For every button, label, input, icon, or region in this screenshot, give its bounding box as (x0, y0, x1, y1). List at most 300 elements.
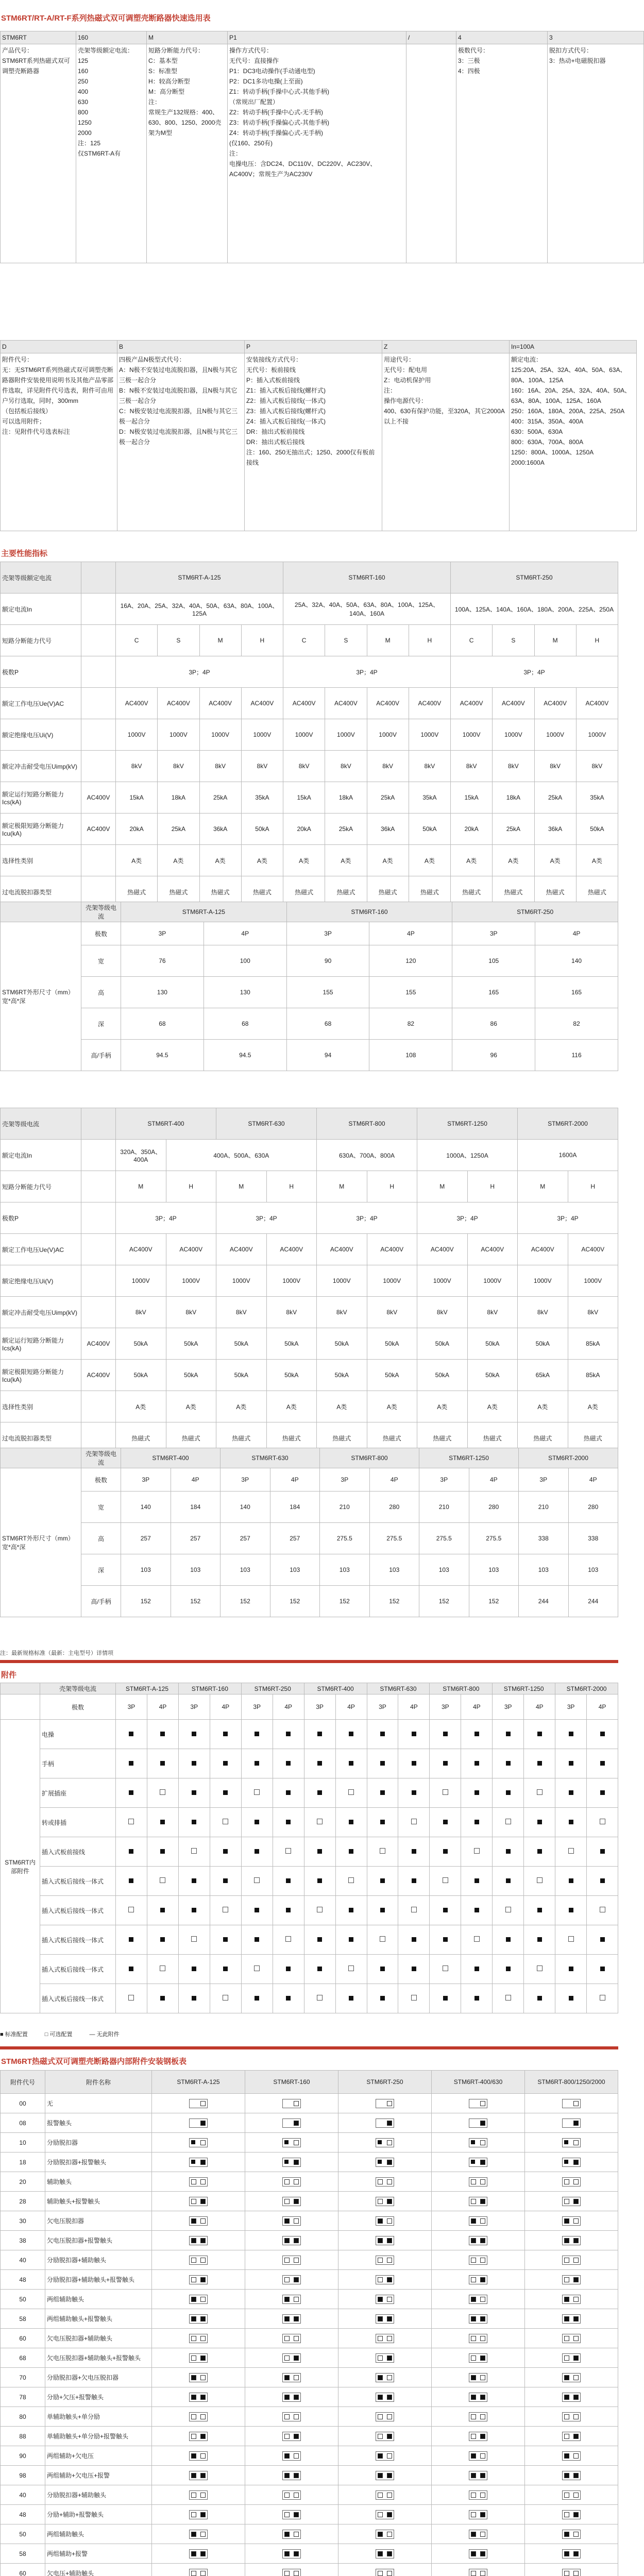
accessory-mark (587, 1925, 618, 1955)
spec-cell: 1000V (241, 719, 283, 751)
mounting-position-icon (469, 2295, 487, 2304)
codes-code: 98 (1, 2466, 45, 2485)
spec-cell (81, 751, 116, 782)
mounting-position-icon (562, 2119, 581, 2128)
accessory-mark (116, 1896, 147, 1925)
spec-cell: 额定工作电压Ue(V)AC (1, 1234, 81, 1265)
standard-mark-icon (349, 1732, 353, 1736)
dims-cell: 高 (81, 1523, 121, 1554)
spec-cell (81, 1234, 116, 1265)
spec-cell: 短路分断能力代号 (1, 625, 81, 656)
dims-cell: 103 (469, 1554, 519, 1586)
standard-mark-icon (537, 1937, 542, 1942)
codes-diagram-cell (338, 2172, 432, 2192)
accessory-mark (587, 1778, 618, 1808)
standard-mark-icon (192, 1790, 196, 1795)
accessory-mark (241, 1720, 273, 1749)
spec-cell: A类 (199, 845, 241, 876)
codes-diagram-cell (338, 2407, 432, 2427)
accessories-legend (0, 2030, 618, 2038)
standard-mark-icon (506, 1732, 511, 1736)
selection-body-cell: 极数代号： 3：三极 4：四极 (456, 44, 548, 263)
codes-code: 18 (1, 2153, 45, 2172)
standard-mark-icon (600, 1761, 605, 1766)
mounting-position-icon (282, 2353, 301, 2363)
accessory-mark (398, 1925, 430, 1955)
dims-cell: 86 (452, 1008, 535, 1040)
codes-code: 78 (1, 2387, 45, 2407)
spec-cell: 热磁式 (534, 876, 576, 908)
codes-diagram-cell (152, 2505, 245, 2524)
spec-cell: 50kA (518, 1328, 568, 1360)
spec-cell: A类 (166, 1391, 216, 1422)
mounting-position-icon (469, 2177, 487, 2187)
dims-pole-cell: 极数 (81, 1468, 121, 1492)
selection-header-cell: Z (382, 341, 510, 353)
spec-cell: 热磁式 (367, 876, 409, 908)
standard-mark-icon (537, 1732, 542, 1736)
standard-mark-icon (506, 1937, 511, 1942)
mounting-position-icon (376, 2197, 394, 2206)
standard-mark-icon (474, 1820, 479, 1824)
mounting-position-icon (376, 2295, 394, 2304)
spec-cell: 1000V (417, 1265, 468, 1297)
standard-mark-icon (192, 1820, 196, 1824)
dims-header-cell: STM6RT-A-125 (121, 902, 287, 922)
codes-diagram-cell (432, 2172, 525, 2192)
spec-cell (81, 719, 116, 751)
codes-diagram-cell (152, 2485, 245, 2505)
standard-mark-icon (349, 1820, 353, 1824)
codes-diagram-cell (152, 2290, 245, 2309)
accessory-mark (493, 1925, 524, 1955)
spec-cell: 1000V (367, 719, 409, 751)
accessory-name: 插入式板后接线一体式 (40, 1955, 116, 1984)
codes-code: 50 (1, 2524, 45, 2544)
optional-mark-icon (317, 1819, 323, 1824)
spec-cell: M (116, 1171, 166, 1202)
codes-diagram-cell (432, 2524, 525, 2544)
accessory-mark (493, 1778, 524, 1808)
spec-cell: 50kA (417, 1328, 468, 1360)
accessory-header-cell: STM6RT-A-125 (116, 1683, 179, 1694)
dims-cell: 103 (121, 1554, 171, 1586)
standard-mark-icon (474, 1732, 479, 1736)
codes-name: 辅助触头 (45, 2172, 152, 2192)
accessory-mark (116, 1955, 147, 1984)
mounting-position-icon (562, 2138, 581, 2147)
standard-mark-icon (443, 1996, 448, 2001)
spec-cell (81, 688, 116, 719)
spec-cell: 热磁式 (367, 1422, 417, 1454)
spec-cell: H (467, 1171, 518, 1202)
codes-diagram-cell (245, 2309, 338, 2329)
mounting-position-icon (469, 2549, 487, 2558)
accessory-mark (398, 1720, 430, 1749)
dims-pole-cell: 3P (121, 1468, 171, 1492)
spec-cell: 热磁式 (467, 1422, 518, 1454)
codes-diagram-cell (432, 2192, 525, 2211)
performance-note: 注：最新规格标准（最新：主电型号）详情项 (0, 1650, 113, 1656)
spec-cell: AC400V (317, 1234, 367, 1265)
dims-cell: 244 (568, 1586, 618, 1617)
standard-mark-icon (474, 1967, 479, 1971)
accessory-mark (430, 1808, 461, 1837)
spec-cell: AC400V (534, 688, 576, 719)
spec-cell: 额定绝缘电压Ui(V) (1, 719, 81, 751)
spec-cell: 50kA (467, 1360, 518, 1391)
selection-header-cell: In=100A (510, 341, 637, 353)
accessory-mark (335, 1778, 367, 1808)
codes-code: 40 (1, 2250, 45, 2270)
accessory-pole-cell: 4P (398, 1694, 430, 1720)
spec-cell: 50kA (116, 1328, 166, 1360)
accessory-mark (116, 1778, 147, 1808)
spec-cell: 50kA (409, 814, 450, 845)
codes-diagram-cell (152, 2192, 245, 2211)
mounting-position-icon (376, 2236, 394, 2245)
accessory-mark (241, 1837, 273, 1867)
accessory-mark (587, 1984, 618, 2013)
spec-cell: 25kA (325, 814, 367, 845)
spec-cell: 50kA (576, 814, 618, 845)
spec-cell: A类 (241, 845, 283, 876)
mounting-position-icon (562, 2236, 581, 2245)
spec-cell: 1000V (325, 719, 367, 751)
accessory-mark (335, 1867, 367, 1896)
accessory-mark (304, 1808, 335, 1837)
spec-cell: 8kV (116, 1297, 166, 1328)
accessory-mark (116, 1984, 147, 2013)
accessory-mark (147, 1867, 178, 1896)
codes-diagram-cell (338, 2446, 432, 2466)
accessory-mark (304, 1984, 335, 2013)
accessory-mark (273, 1778, 304, 1808)
dims-cell: 210 (320, 1492, 370, 1523)
codes-diagram-cell (525, 2329, 618, 2348)
spec-cell: 400A、500A、630A (166, 1140, 317, 1171)
spec-cell: S (325, 625, 367, 656)
dims-cell: 68 (286, 1008, 369, 1040)
selection-body-cell: 额定电流： 125:20A、25A、32A、40A、50A、63A、80A、100A、125A 160：16A、20A、25A、32A、40A、50A、63A、80A、100A、125A、160A 250：160A、180A、200A、225A、250A 400：315A、350A、400A 630：500A、630A 800：630A、700A、800A 1250：800A、1000A、1250A 2000:1600A (510, 353, 637, 531)
mounting-position-icon (189, 2569, 208, 2576)
accessory-mark (524, 1867, 555, 1896)
spec-cell: 8kV (417, 1297, 468, 1328)
mounting-position-icon (189, 2490, 208, 2500)
spec-cell: 8kV (216, 1297, 267, 1328)
standard-mark-icon (569, 1967, 573, 1971)
optional-mark-icon (317, 1907, 323, 1912)
spec-cell: 热磁式 (283, 876, 325, 908)
accessory-mark (398, 1749, 430, 1778)
codes-diagram-cell (525, 2250, 618, 2270)
accessory-mark (430, 1925, 461, 1955)
spec-cell: AC400V (576, 688, 618, 719)
codes-diagram-cell (245, 2544, 338, 2564)
standard-mark-icon (286, 1878, 291, 1883)
mounting-position-icon (376, 2099, 394, 2108)
legend-none: — 无此附件 (89, 2031, 120, 2038)
spec-cell: 3P；4P (283, 656, 451, 688)
mounting-position-icon (562, 2393, 581, 2402)
accessory-header-cell: STM6RT-2000 (555, 1683, 618, 1694)
accessory-header-cell: STM6RT-800 (430, 1683, 493, 1694)
codes-code: 48 (1, 2505, 45, 2524)
spec-cell: 热磁式 (518, 1422, 568, 1454)
mounting-position-icon (376, 2158, 394, 2167)
codes-diagram-cell (245, 2094, 338, 2113)
spec-cell: 50kA (216, 1328, 267, 1360)
accessory-mark (367, 1984, 398, 2013)
codes-diagram-cell (432, 2446, 525, 2466)
spec-cell: 85kA (568, 1360, 618, 1391)
codes-diagram-cell (432, 2231, 525, 2250)
optional-mark-icon (474, 1848, 480, 1854)
dims-cell: 257 (121, 1523, 171, 1554)
mounting-position-icon (562, 2216, 581, 2226)
codes-diagram-cell (245, 2524, 338, 2544)
dims-cell: 103 (519, 1554, 569, 1586)
dims-cell: 68 (121, 1008, 204, 1040)
mounting-position-icon (189, 2530, 208, 2539)
codes-diagram-cell (245, 2348, 338, 2368)
spec-cell: 额定运行短路分断能力Ics(kA) (1, 1328, 81, 1360)
standard-mark-icon (569, 1761, 573, 1766)
accessory-mark (555, 1749, 587, 1778)
spec-cell: AC400V (518, 1234, 568, 1265)
codes-diagram-cell (152, 2407, 245, 2427)
codes-name: 分励脱扣器+欠电压脱扣器 (45, 2368, 152, 2387)
standard-mark-icon (192, 1996, 196, 2001)
accessory-mark (304, 1720, 335, 1749)
codes-name: 分励脱扣器+报警触头 (45, 2153, 152, 2172)
codes-diagram-cell (245, 2446, 338, 2466)
standard-mark-icon (380, 1878, 385, 1883)
spec-header-cell: STM6RT-400 (116, 1108, 216, 1140)
spec-cell: 8kV (518, 1297, 568, 1328)
accessory-mark (493, 1867, 524, 1896)
accessory-codes-table (0, 2070, 618, 2576)
spec-cell: 8kV (568, 1297, 618, 1328)
dims-cell: 130 (121, 977, 204, 1008)
spec-cell: 25kA (158, 814, 199, 845)
accessory-mark (335, 1896, 367, 1925)
standard-mark-icon (569, 1996, 573, 2001)
selection-header-cell: STM6RT (1, 31, 76, 44)
accessory-mark (273, 1749, 304, 1778)
mounting-position-icon (189, 2158, 208, 2167)
standard-mark-icon (160, 1849, 165, 1854)
codes-diagram-cell (338, 2505, 432, 2524)
optional-mark-icon (600, 1995, 605, 2001)
spec-cell: AC400V (266, 1234, 317, 1265)
spec-cell: 50kA (166, 1328, 216, 1360)
standard-mark-icon (255, 1820, 259, 1824)
accessory-mark (398, 1955, 430, 1984)
dims-side-label: STM6RT外形尺寸（mm）宽*高*深 (1, 1468, 81, 1617)
accessory-mark (147, 1749, 178, 1778)
standard-mark-icon (537, 1761, 542, 1766)
accessory-mark (493, 1896, 524, 1925)
accessory-mark (335, 1984, 367, 2013)
dims-cell: 275.5 (469, 1523, 519, 1554)
dims-cell: 257 (171, 1523, 221, 1554)
spec-cell: AC400V (568, 1234, 618, 1265)
standard-mark-icon (192, 1761, 196, 1766)
standard-mark-icon (443, 1908, 448, 1912)
spec-cell: AC400V (81, 1360, 116, 1391)
accessory-mark (178, 1925, 210, 1955)
spec-cell: 热磁式 (451, 876, 493, 908)
mounting-position-icon (562, 2490, 581, 2500)
mounting-position-icon (562, 2373, 581, 2382)
standard-mark-icon (349, 1761, 353, 1766)
dims-cell: 244 (519, 1586, 569, 1617)
dims-cell: 82 (369, 1008, 452, 1040)
optional-mark-icon (128, 1819, 134, 1824)
spec-cell: A类 (317, 1391, 367, 1422)
codes-diagram-cell (245, 2564, 338, 2576)
codes-name: 分励脱扣器+辅助触头 (45, 2250, 152, 2270)
optional-mark-icon (285, 1848, 291, 1854)
accessory-mark (524, 1955, 555, 1984)
spec-cell: 50kA (367, 1360, 417, 1391)
codes-name: 两组辅助+欠电压 (45, 2446, 152, 2466)
mounting-position-icon (562, 2353, 581, 2363)
spec-cell: 16A、20A、25A、32A、40A、50A、63A、80A、100A、125A (116, 594, 283, 625)
spec-cell: A类 (283, 845, 325, 876)
codes-diagram-cell (152, 2466, 245, 2485)
accessory-mark (555, 1955, 587, 1984)
codes-diagram-cell (432, 2211, 525, 2231)
standard-mark-icon (255, 1761, 259, 1766)
accessory-mark (493, 1749, 524, 1778)
spec-cell: AC400V (409, 688, 450, 719)
mounting-position-icon (282, 2549, 301, 2558)
codes-diagram-cell (525, 2211, 618, 2231)
optional-mark-icon (254, 1877, 260, 1883)
dims-cell: 184 (270, 1492, 320, 1523)
accessory-pole-cell: 4P (147, 1694, 178, 1720)
spec-cell: 8kV (534, 751, 576, 782)
codes-diagram-cell (152, 2348, 245, 2368)
codes-diagram-cell (245, 2466, 338, 2485)
standard-mark-icon (412, 1790, 416, 1795)
spec-cell (81, 1391, 116, 1422)
accessory-header-cell: STM6RT-1250 (493, 1683, 555, 1694)
mounting-position-icon (189, 2099, 208, 2108)
codes-diagram-cell (432, 2270, 525, 2290)
standard-mark-icon (317, 1937, 322, 1942)
accessory-header-cell (1, 1683, 40, 1694)
codes-diagram-cell (432, 2290, 525, 2309)
standard-mark-icon (443, 1761, 448, 1766)
standard-mark-icon (129, 1937, 133, 1942)
dims-header-cell (1, 1448, 81, 1468)
accessory-mark (555, 1984, 587, 2013)
spec-cell (81, 1171, 116, 1202)
mounting-position-icon (469, 2119, 487, 2128)
spec-header-cell: STM6RT-1250 (417, 1108, 518, 1140)
accessory-mark (524, 1720, 555, 1749)
legend-optional: □ 可选配置 (44, 2031, 73, 2038)
spec-cell: 50kA (317, 1360, 367, 1391)
spec-cell: 8kV (317, 1297, 367, 1328)
mounting-position-icon (282, 2119, 301, 2128)
spec-cell: 35kA (409, 782, 450, 814)
selection-body-cell (406, 44, 456, 263)
codes-diagram-cell (245, 2290, 338, 2309)
mounting-position-icon (376, 2432, 394, 2441)
spec-header-cell (81, 562, 116, 594)
spec-cell: 100A、125A、140A、160A、180A、200A、225A、250A (451, 594, 618, 625)
spec-cell: 3P；4P (116, 656, 283, 688)
spec-cell: 15kA (283, 782, 325, 814)
standard-mark-icon (223, 1967, 228, 1971)
mounting-position-icon (376, 2393, 394, 2402)
accessory-pole-cell (1, 1694, 40, 1720)
codes-diagram-cell (525, 2505, 618, 2524)
codes-name: 分励+辅助+报警触头 (45, 2505, 152, 2524)
spec-cell: 热磁式 (417, 1422, 468, 1454)
mounting-position-icon (562, 2197, 581, 2206)
dims-cell: 152 (270, 1586, 320, 1617)
codes-diagram-cell (152, 2113, 245, 2133)
codes-header-cell: STM6RT-800/1250/2000 (525, 2071, 618, 2094)
spec-cell: A类 (576, 845, 618, 876)
spec-cell: A类 (467, 1391, 518, 1422)
mounting-position-icon (376, 2569, 394, 2576)
standard-mark-icon (286, 1967, 291, 1971)
mounting-position-icon (189, 2451, 208, 2461)
accessory-mark (147, 1984, 178, 2013)
accessory-mark (147, 1955, 178, 1984)
standard-mark-icon (317, 1878, 322, 1883)
mounting-position-icon (282, 2158, 301, 2167)
accessory-mark (587, 1867, 618, 1896)
codes-header-cell: 附件名称 (45, 2071, 152, 2094)
codes-diagram-cell (432, 2094, 525, 2113)
codes-diagram-cell (525, 2387, 618, 2407)
dims-cell: 257 (270, 1523, 320, 1554)
codes-diagram-cell (152, 2231, 245, 2250)
accessory-mark (241, 1955, 273, 1984)
codes-diagram-cell (338, 2133, 432, 2153)
spec-cell: 50kA (367, 1328, 417, 1360)
codes-diagram-cell (338, 2211, 432, 2231)
mounting-position-icon (469, 2216, 487, 2226)
spec-cell: M (534, 625, 576, 656)
optional-mark-icon (348, 1789, 354, 1795)
mounting-position-icon (562, 2158, 581, 2167)
codes-diagram-cell (152, 2172, 245, 2192)
standard-mark-icon (160, 1908, 165, 1912)
spec-cell: C (116, 625, 158, 656)
dims-cell: 94.5 (121, 1040, 204, 1071)
optional-mark-icon (348, 1965, 354, 1971)
accessory-mark (241, 1749, 273, 1778)
spec-cell: A类 (367, 845, 409, 876)
accessory-mark (210, 1896, 241, 1925)
spec-cell: 热磁式 (216, 1422, 267, 1454)
codes-code: 60 (1, 2564, 45, 2576)
accessory-mark (335, 1720, 367, 1749)
spec-cell: AC400V (81, 782, 116, 814)
accessory-pole-cell: 4P (335, 1694, 367, 1720)
accessory-pole-cell: 4P (587, 1694, 618, 1720)
accessory-mark (178, 1720, 210, 1749)
mounting-position-icon (562, 2099, 581, 2108)
